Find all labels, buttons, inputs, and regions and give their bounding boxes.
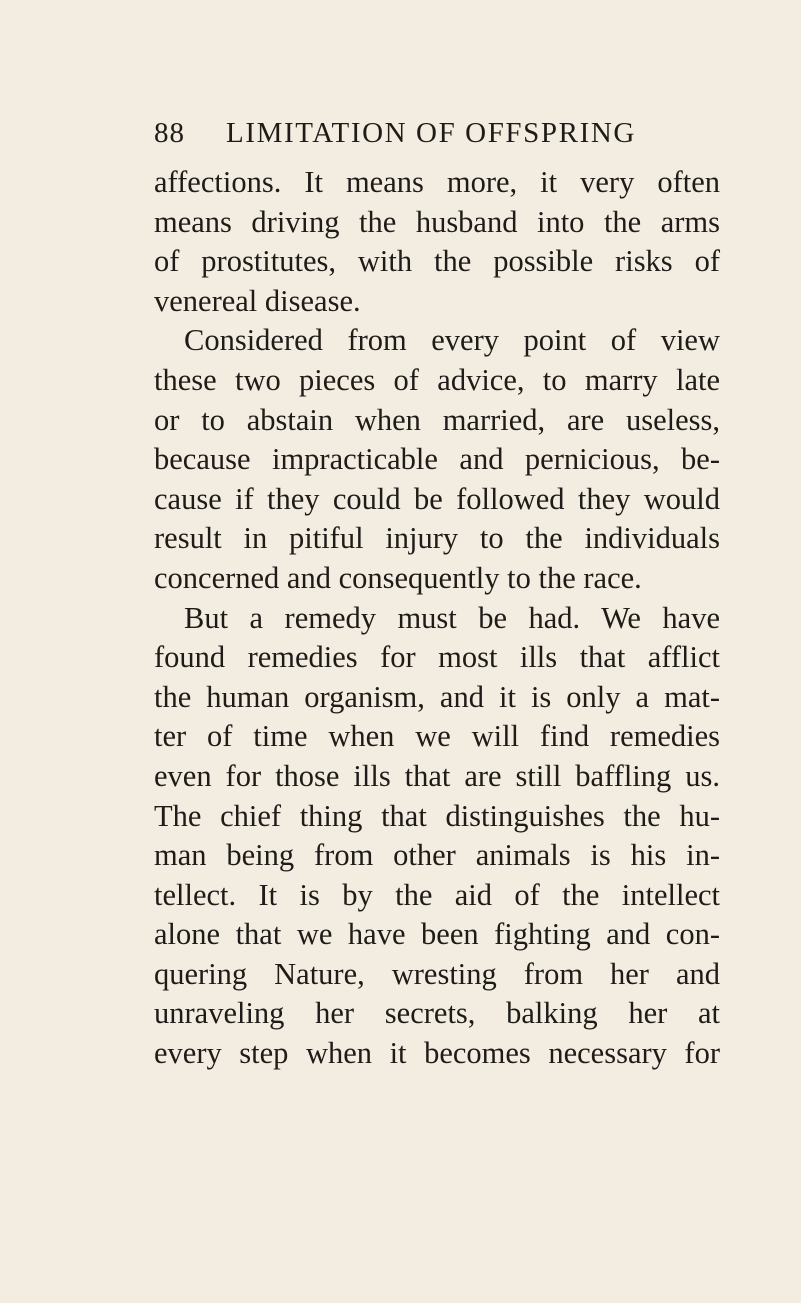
text-line: venereal disease. <box>154 283 361 318</box>
text-line: alone that we have been fighting and con- <box>154 917 720 952</box>
text-line: man being from other animals is his in- <box>154 838 720 873</box>
page-number: 88 <box>154 117 185 149</box>
text-line: found remedies for most ills that afflict <box>154 640 720 675</box>
page-header <box>154 113 720 153</box>
text-line: because impracticable and pernicious, be- <box>154 442 720 477</box>
text-line: affections. It means more, it very often <box>154 165 720 199</box>
text-line: of prostitutes, with the possible risks of <box>154 244 720 279</box>
text-line: or to abstain when married, are useless, <box>154 402 720 437</box>
text-line: cause if they could be followed they would <box>154 481 720 516</box>
text-line: means driving the husband into the arms <box>154 204 720 239</box>
text-line: ter of time when we will find remedies <box>154 719 720 754</box>
text-line: every step when it becomes necessary for <box>154 1036 720 1071</box>
text-line: unraveling her secrets, balking her at <box>154 996 720 1031</box>
text-line: result in pitiful injury to the individuals <box>154 521 720 556</box>
text-line: the human organism, and it is only a mat- <box>154 679 720 714</box>
text-line: concerned and consequently to the race. <box>154 560 642 595</box>
text-line: these two pieces of advice, to marry late <box>154 362 720 397</box>
text-line: quering Nature, wresting from her and <box>154 956 720 991</box>
text-line: The chief thing that distinguishes the hu- <box>154 798 720 833</box>
running-title: LIMITATION OF OFFSPRING <box>226 117 636 149</box>
text-line: Considered from every point of view <box>184 323 720 358</box>
text-line: even for those ills that are still baffling us. <box>154 758 720 793</box>
body-text <box>154 163 720 1074</box>
text-line: But a remedy must be had. We have <box>184 600 720 635</box>
text-line: tellect. It is by the aid of the intellect <box>154 877 720 912</box>
